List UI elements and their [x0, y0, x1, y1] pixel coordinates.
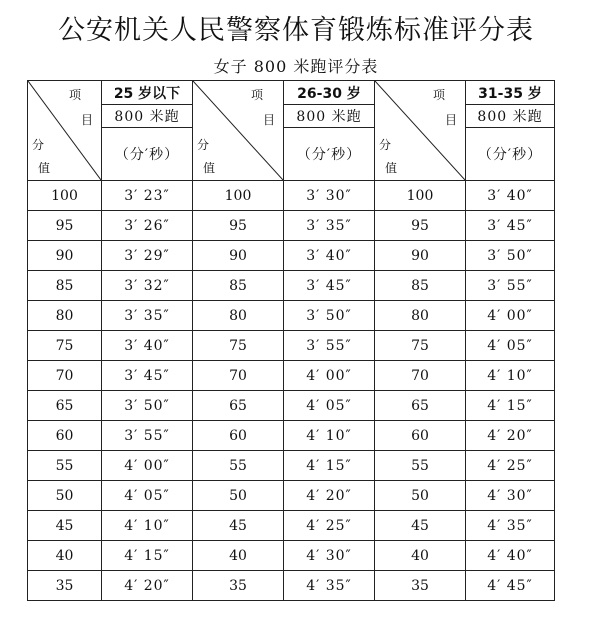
time-cell-26-30: 4′ 05″ [284, 391, 375, 421]
time-cell-26-30: 4′ 30″ [284, 541, 375, 571]
time-cell-31-35: 4′ 30″ [466, 481, 555, 511]
time-cell-31-35: 4′ 00″ [466, 301, 555, 331]
score-cell: 85 [28, 271, 102, 301]
score-cell: 95 [28, 211, 102, 241]
score-cell: 85 [193, 271, 284, 301]
corner-item-label-1: 项 [250, 88, 263, 102]
score-cell: 35 [193, 571, 284, 601]
unit-label-3: （分′秒） [466, 128, 555, 181]
score-cell: 35 [28, 571, 102, 601]
score-cell: 60 [28, 421, 102, 451]
time-cell-31-35: 4′ 15″ [466, 391, 555, 421]
score-cell: 70 [28, 361, 102, 391]
score-cell: 80 [193, 301, 284, 331]
event-label-1: 800 米跑 [102, 105, 193, 128]
time-cell-25-under: 3′ 23″ [102, 181, 193, 211]
score-cell: 40 [375, 541, 466, 571]
table-subtitle: 女子 800 米跑评分表 [213, 57, 379, 76]
score-cell: 100 [193, 181, 284, 211]
unit-label-2: （分′秒） [284, 128, 375, 181]
time-cell-26-30: 3′ 55″ [284, 331, 375, 361]
score-cell: 100 [28, 181, 102, 211]
corner-score-label-1: 分 [32, 138, 45, 152]
score-cell: 65 [28, 391, 102, 421]
time-cell-31-35: 3′ 55″ [466, 271, 555, 301]
score-cell: 80 [28, 301, 102, 331]
table-row [28, 331, 555, 361]
score-cell: 85 [375, 271, 466, 301]
corner-item-label-2: 目 [80, 113, 93, 127]
time-cell-26-30: 3′ 40″ [284, 241, 375, 271]
unit-label-1: （分′秒） [102, 128, 193, 181]
score-cell: 50 [28, 481, 102, 511]
score-cell: 35 [375, 571, 466, 601]
time-cell-31-35: 4′ 45″ [466, 571, 555, 601]
time-cell-31-35: 3′ 50″ [466, 241, 555, 271]
time-cell-26-30: 4′ 20″ [284, 481, 375, 511]
time-cell-26-30: 3′ 50″ [284, 301, 375, 331]
time-cell-25-under: 3′ 35″ [102, 301, 193, 331]
time-cell-25-under: 3′ 40″ [102, 331, 193, 361]
score-cell: 60 [375, 421, 466, 451]
score-table [27, 80, 555, 601]
corner-item-label-2: 目 [262, 113, 275, 127]
time-cell-25-under: 4′ 15″ [102, 541, 193, 571]
time-cell-31-35: 4′ 05″ [466, 331, 555, 361]
table-row [28, 481, 555, 511]
time-cell-25-under: 4′ 00″ [102, 451, 193, 481]
time-cell-25-under: 4′ 10″ [102, 511, 193, 541]
time-cell-26-30: 3′ 35″ [284, 211, 375, 241]
score-cell: 90 [375, 241, 466, 271]
time-cell-26-30: 3′ 45″ [284, 271, 375, 301]
corner-score-label-2: 值 [385, 161, 398, 175]
corner-score-label-1: 分 [197, 138, 210, 152]
corner-score-label-1: 分 [379, 138, 392, 152]
corner-cell-1 [28, 81, 102, 181]
time-cell-25-under: 3′ 26″ [102, 211, 193, 241]
score-cell: 45 [193, 511, 284, 541]
event-label-3: 800 米跑 [466, 105, 555, 128]
table-row [28, 211, 555, 241]
table-row [28, 571, 555, 601]
table-row [28, 241, 555, 271]
score-cell: 75 [28, 331, 102, 361]
time-cell-31-35: 4′ 25″ [466, 451, 555, 481]
score-cell: 95 [375, 211, 466, 241]
age-group-3: 31-35 岁 [466, 81, 555, 105]
score-cell: 55 [28, 451, 102, 481]
time-cell-26-30: 4′ 25″ [284, 511, 375, 541]
score-cell: 45 [28, 511, 102, 541]
score-cell: 45 [375, 511, 466, 541]
score-cell: 70 [193, 361, 284, 391]
time-cell-25-under: 3′ 55″ [102, 421, 193, 451]
table-row [28, 181, 555, 211]
score-cell: 75 [193, 331, 284, 361]
time-cell-25-under: 4′ 20″ [102, 571, 193, 601]
score-cell: 95 [193, 211, 284, 241]
time-cell-31-35: 3′ 40″ [466, 181, 555, 211]
score-cell: 50 [375, 481, 466, 511]
score-cell: 65 [375, 391, 466, 421]
time-cell-26-30: 4′ 15″ [284, 451, 375, 481]
score-cell: 55 [193, 451, 284, 481]
score-cell: 60 [193, 421, 284, 451]
time-cell-26-30: 3′ 30″ [284, 181, 375, 211]
time-cell-31-35: 3′ 45″ [466, 211, 555, 241]
age-group-1: 25 岁以下 [102, 81, 193, 105]
corner-cell-3 [375, 81, 466, 181]
corner-item-label-1: 项 [68, 88, 81, 102]
score-cell: 70 [375, 361, 466, 391]
score-cell: 80 [375, 301, 466, 331]
time-cell-26-30: 4′ 35″ [284, 571, 375, 601]
time-cell-25-under: 3′ 45″ [102, 361, 193, 391]
page-title: 公安机关人民警察体育锻炼标准评分表 [58, 15, 534, 46]
time-cell-26-30: 4′ 00″ [284, 361, 375, 391]
corner-cell-2 [193, 81, 284, 181]
corner-item-label-2: 目 [444, 113, 457, 127]
score-cell: 40 [193, 541, 284, 571]
score-cell: 65 [193, 391, 284, 421]
score-cell: 75 [375, 331, 466, 361]
time-cell-31-35: 4′ 20″ [466, 421, 555, 451]
time-cell-25-under: 3′ 32″ [102, 271, 193, 301]
table-row [28, 361, 555, 391]
time-cell-25-under: 3′ 29″ [102, 241, 193, 271]
score-cell: 40 [28, 541, 102, 571]
table-row [28, 541, 555, 571]
corner-score-label-2: 值 [38, 161, 51, 175]
corner-item-label-1: 项 [432, 88, 445, 102]
time-cell-31-35: 4′ 10″ [466, 361, 555, 391]
table-row [28, 391, 555, 421]
table-row [28, 271, 555, 301]
age-group-2: 26-30 岁 [284, 81, 375, 105]
time-cell-25-under: 3′ 50″ [102, 391, 193, 421]
table-row [28, 301, 555, 331]
time-cell-25-under: 4′ 05″ [102, 481, 193, 511]
score-cell: 50 [193, 481, 284, 511]
time-cell-31-35: 4′ 40″ [466, 541, 555, 571]
table-row [28, 511, 555, 541]
score-cell: 90 [193, 241, 284, 271]
score-cell: 55 [375, 451, 466, 481]
time-cell-26-30: 4′ 10″ [284, 421, 375, 451]
corner-score-label-2: 值 [203, 161, 216, 175]
score-cell: 90 [28, 241, 102, 271]
event-label-2: 800 米跑 [284, 105, 375, 128]
time-cell-31-35: 4′ 35″ [466, 511, 555, 541]
table-row [28, 421, 555, 451]
score-cell: 100 [375, 181, 466, 211]
table-row [28, 451, 555, 481]
